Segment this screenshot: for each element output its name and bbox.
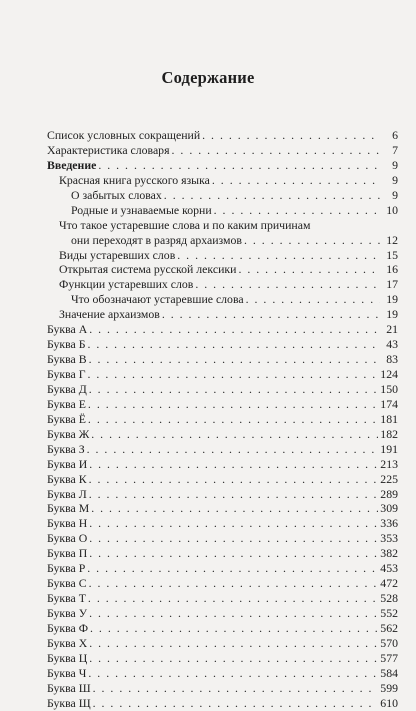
toc-entry-page: 9 bbox=[392, 172, 398, 187]
toc-entry-page: 182 bbox=[380, 426, 398, 441]
toc-entry-page: 19 bbox=[386, 292, 398, 307]
toc-entry-page: 174 bbox=[380, 396, 398, 411]
toc-entry-title: Виды устаревших слов bbox=[59, 247, 176, 262]
toc-entry bbox=[47, 457, 398, 472]
toc-entry-title: Буква О bbox=[47, 531, 88, 546]
toc-entry-title: Буква З bbox=[47, 441, 85, 456]
toc-entry-title: Буква Ф bbox=[47, 620, 89, 635]
toc-entry bbox=[47, 248, 398, 263]
dot-leader bbox=[93, 696, 379, 711]
dot-leader bbox=[89, 457, 378, 472]
toc-entry-page: 21 bbox=[386, 322, 398, 337]
toc-entry-title-continued: они переходят в разряд архаизмов bbox=[71, 232, 242, 247]
toc-entry bbox=[47, 173, 398, 188]
toc-entry-page: 577 bbox=[380, 650, 398, 665]
toc-entry-page: 309 bbox=[380, 501, 398, 516]
toc-entry bbox=[47, 367, 398, 382]
toc-entry bbox=[47, 412, 398, 427]
toc-entry bbox=[47, 188, 398, 203]
toc-entry bbox=[47, 636, 398, 651]
toc-entry bbox=[47, 531, 398, 546]
dot-leader bbox=[89, 606, 378, 621]
toc-entry bbox=[47, 591, 398, 606]
toc-entry bbox=[47, 442, 398, 457]
toc-entry bbox=[47, 606, 398, 621]
dot-leader bbox=[244, 233, 380, 248]
toc-entry-title: Буква Ч bbox=[47, 665, 87, 680]
dot-leader bbox=[89, 352, 380, 367]
toc-entry bbox=[47, 218, 398, 248]
toc-entry bbox=[47, 472, 398, 487]
toc-entry-title: Буква Ш bbox=[47, 680, 91, 695]
toc-entry-title: Буква Н bbox=[47, 516, 88, 531]
toc-entry bbox=[47, 397, 398, 412]
dot-leader bbox=[91, 501, 378, 516]
toc-entry-title: Буква П bbox=[47, 546, 88, 561]
toc-entry-page: 124 bbox=[380, 367, 398, 381]
toc-entry bbox=[47, 262, 398, 277]
toc-entry-page: 528 bbox=[380, 591, 398, 606]
dot-leader bbox=[177, 248, 380, 263]
toc-entry-page: 83 bbox=[386, 352, 398, 367]
toc-entry bbox=[47, 322, 398, 337]
toc-entry-title: О забытых словах bbox=[71, 187, 162, 202]
toc-entry-page: 453 bbox=[380, 561, 398, 576]
toc-entry bbox=[47, 501, 398, 516]
dot-leader bbox=[89, 636, 378, 651]
toc-entry-page: 584 bbox=[380, 665, 398, 680]
toc-entry bbox=[47, 427, 398, 442]
toc-entry bbox=[47, 337, 398, 352]
toc-entry bbox=[47, 277, 398, 292]
toc-entry-title: Буква М bbox=[47, 501, 90, 516]
toc-entry bbox=[47, 516, 398, 531]
toc-entry-title: Буква А bbox=[47, 322, 88, 337]
toc-entry-title: Значение архаизмов bbox=[59, 307, 160, 322]
toc-entry bbox=[47, 143, 398, 158]
toc-entry-title: Буква Ц bbox=[47, 650, 88, 665]
toc-entry bbox=[47, 158, 398, 173]
dot-leader bbox=[238, 262, 380, 277]
toc-entry bbox=[47, 487, 398, 502]
toc-entry-title: Буква Г bbox=[47, 367, 86, 381]
toc-entry-page: 610 bbox=[380, 695, 398, 710]
toc-entry bbox=[47, 352, 398, 367]
toc-entry-page: 552 bbox=[380, 606, 398, 620]
dot-leader bbox=[89, 651, 378, 666]
toc-entry-title: Буква Д bbox=[47, 381, 87, 396]
toc-entry-page: 570 bbox=[380, 635, 398, 650]
dot-leader bbox=[89, 472, 379, 487]
toc-entry-title: Функции устаревших слов bbox=[59, 277, 194, 292]
toc-entry-title: Что такое устаревшие слова и по каким причинам bbox=[59, 217, 311, 232]
toc-entry-title: Открытая система русской лексики bbox=[59, 262, 237, 277]
toc-entry-page: 289 bbox=[380, 486, 398, 501]
toc-entry-title: Что обозначают устаревшие слова bbox=[71, 292, 244, 307]
toc-entry-page: 191 bbox=[380, 441, 398, 456]
dot-leader bbox=[88, 666, 378, 681]
toc-entry-title: Введение bbox=[47, 157, 97, 172]
toc-entry-title: Список условных сокращений bbox=[47, 128, 201, 142]
toc-entry-page: 12 bbox=[386, 232, 398, 247]
dot-leader bbox=[89, 322, 380, 337]
table-of-contents bbox=[47, 128, 398, 711]
toc-entry bbox=[47, 621, 398, 636]
toc-entry-title: Буква Щ bbox=[47, 695, 91, 710]
toc-entry-page: 181 bbox=[380, 411, 398, 426]
toc-entry-page: 43 bbox=[386, 337, 398, 352]
toc-entry bbox=[47, 666, 398, 681]
page-title: Содержание bbox=[161, 68, 255, 87]
dot-leader bbox=[89, 531, 378, 546]
toc-entry-title: Характеристика словаря bbox=[47, 142, 170, 157]
toc-entry-page: 562 bbox=[380, 620, 398, 635]
toc-entry-page: 15 bbox=[386, 247, 398, 262]
toc-entry-page: 472 bbox=[380, 576, 398, 591]
toc-entry-page: 225 bbox=[380, 471, 398, 486]
toc-entry bbox=[47, 382, 398, 397]
toc-entry bbox=[47, 681, 398, 696]
dot-leader bbox=[162, 307, 380, 322]
toc-entry-page: 9 bbox=[392, 187, 398, 202]
toc-entry-title: Буква Е bbox=[47, 396, 86, 411]
toc-entry-page: 382 bbox=[380, 546, 398, 561]
toc-entry-title: Буква Р bbox=[47, 561, 86, 576]
dot-leader bbox=[89, 382, 379, 397]
dot-leader bbox=[87, 442, 379, 457]
dot-leader bbox=[89, 576, 379, 591]
dot-leader bbox=[87, 337, 380, 352]
dot-leader bbox=[93, 681, 379, 696]
toc-entry-page: 599 bbox=[380, 680, 398, 695]
dot-leader bbox=[91, 427, 378, 442]
dot-leader bbox=[98, 158, 380, 173]
toc-entry-title: Буква К bbox=[47, 471, 87, 486]
toc-entry-title: Родные и узнаваемые корни bbox=[71, 202, 212, 217]
toc-entry-page: 336 bbox=[380, 516, 398, 531]
toc-entry-title: Буква И bbox=[47, 456, 88, 471]
toc-entry bbox=[47, 307, 398, 322]
toc-entry bbox=[47, 576, 398, 591]
toc-entry-page: 150 bbox=[380, 381, 398, 396]
dot-leader bbox=[212, 173, 380, 188]
dot-leader bbox=[88, 591, 378, 606]
toc-entry-page: 353 bbox=[380, 531, 398, 546]
dot-leader bbox=[89, 546, 378, 561]
dot-leader bbox=[202, 128, 380, 143]
toc-entry-page: 10 bbox=[386, 202, 398, 217]
dot-leader bbox=[88, 367, 379, 382]
toc-entry-page: 7 bbox=[392, 142, 398, 157]
dot-leader bbox=[88, 397, 378, 412]
toc-entry bbox=[47, 292, 398, 307]
toc-entry bbox=[47, 561, 398, 576]
toc-entry-title: Буква Ж bbox=[47, 426, 90, 441]
toc-entry bbox=[47, 651, 398, 666]
toc-entry-title: Буква У bbox=[47, 606, 88, 620]
dot-leader bbox=[89, 516, 378, 531]
toc-entry-page: 17 bbox=[386, 277, 398, 292]
dot-leader bbox=[88, 412, 378, 427]
dot-leader bbox=[164, 188, 380, 203]
dot-leader bbox=[195, 277, 380, 292]
toc-entry-title: Буква Б bbox=[47, 337, 86, 352]
toc-entry-title: Буква С bbox=[47, 576, 87, 591]
toc-entry-title: Красная книга русского языка bbox=[59, 172, 210, 187]
toc-entry-title: Буква Х bbox=[47, 635, 88, 650]
toc-entry-page: 19 bbox=[386, 307, 398, 322]
dot-leader bbox=[246, 292, 380, 307]
dot-leader bbox=[172, 143, 380, 158]
toc-entry-page: 6 bbox=[392, 128, 398, 142]
dot-leader bbox=[87, 561, 378, 576]
toc-entry bbox=[47, 696, 398, 711]
dot-leader bbox=[89, 487, 379, 502]
toc-entry-title: Буква В bbox=[47, 352, 87, 367]
toc-entry-page: 9 bbox=[392, 157, 398, 172]
toc-entry-page: 213 bbox=[380, 456, 398, 471]
toc-entry bbox=[47, 128, 398, 143]
dot-leader bbox=[90, 621, 378, 636]
toc-entry bbox=[47, 546, 398, 561]
toc-entry-title: Буква Ё bbox=[47, 411, 86, 426]
dot-leader bbox=[214, 203, 380, 218]
toc-entry-page: 16 bbox=[386, 262, 398, 277]
toc-entry bbox=[47, 203, 398, 218]
toc-entry-title: Буква Т bbox=[47, 591, 86, 606]
toc-entry-title: Буква Л bbox=[47, 486, 87, 501]
